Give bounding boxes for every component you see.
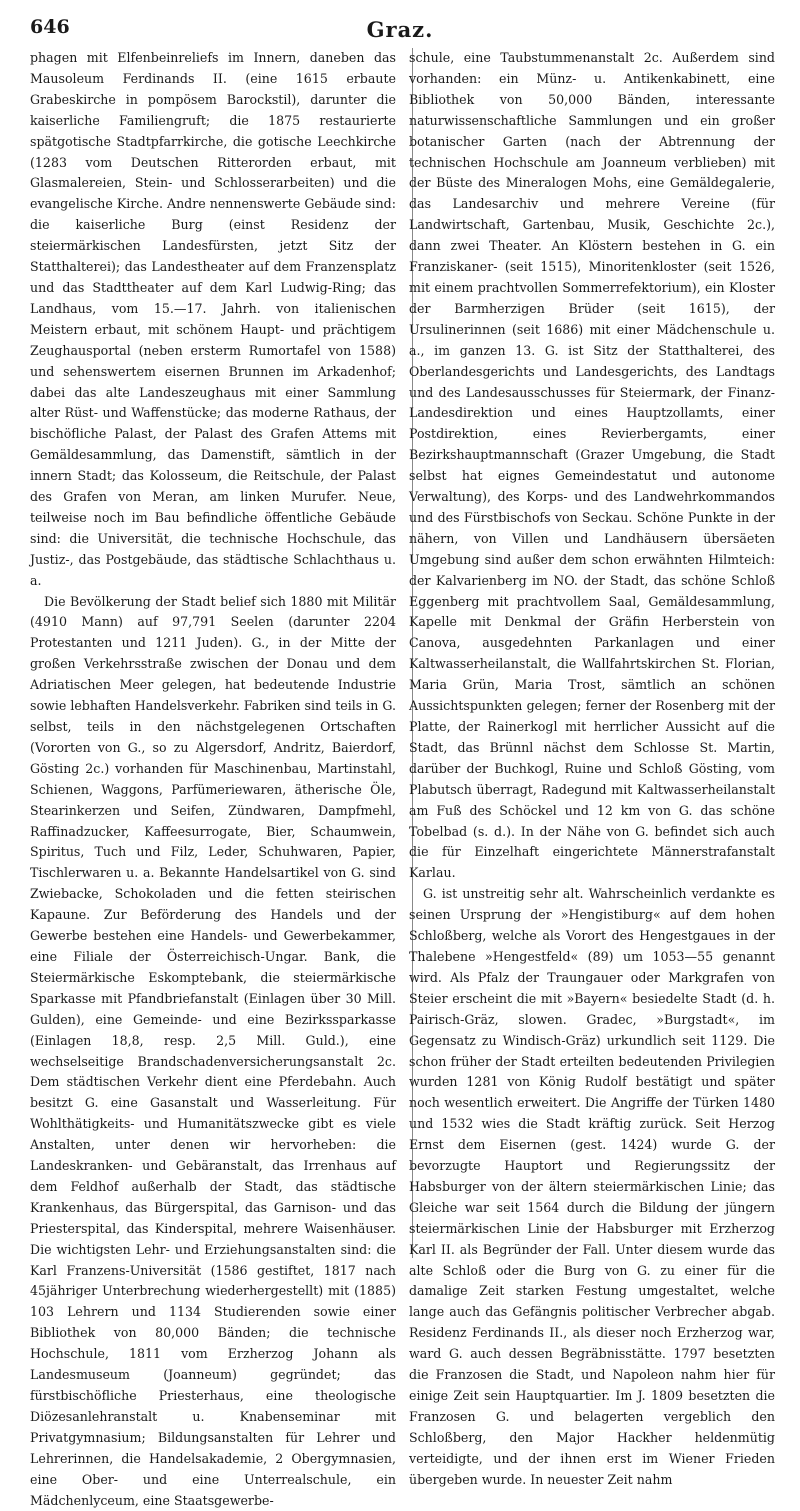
page-header	[30, 14, 770, 44]
left-column	[30, 48, 396, 1508]
paragraph: schule, eine Taubstummenanstalt 2c. Außerdem sind vorhanden: ein Münz- u. Antikenkabinett, eine Bibliothek von 50,000 Bänden, interessante naturwissenschaftliche Sammlungen und ein großer botanischer Garten (nach der Abtrennung der technischen Hochschule am Joanneum verblieben) mit der Büste des Mineralogen Mohs, eine Gemäldegalerie, das Landesarchiv und mehrere Vereine (für Landwirtschaft, Gartenbau, Musik, Geschichte 2c.), dann zwei Theater. An Klöstern bestehen in G. ein Franziskaner- (seit 1515), Minoritenkloster (seit 1526, mit einem prachtvollen Sommerrefektorium), ein Kloster der Barmherzigen Brüder (seit 1615), der Ursulinerinnen (seit 1686) mit einer Mädchenschule u. a., im ganzen 13. G. ist Sitz der Statthalterei, des Oberlandesgerichts und Landesgerichts, des Landtags und des Landesausschusses für Steiermark, der Finanz-Landesdirektion und eines Hauptzollamts, einer Postdirektion, eines Revierbergamts, einer Bezirkshauptmannschaft (Grazer Umgebung, die Stadt selbst hat eignes Gemeindestatut und autonome Verwaltung), des Korps- und des Landwehrkommandos und des Fürstbischofs von Seckau. Schöne Punkte in der nähern, von Villen und Landhäusern übersäeten Umgebung sind außer dem schon erwähnten Hilmteich: der Kalvarienberg im NO. der Stadt, das schöne Schloß Eggenberg mit prachtvollem Saal, Gemäldesammlung, Kapelle mit Denkmal der Gräfin Herberstein von Canova, ausgedehnten Parkanlagen und einer Kaltwasserheilanstalt, die Wallfahrtskirchen St. Florian, Maria Grün, Maria Trost, sämtlich an schönen Aussichtspunkten gelegen; ferner der Rosenberg mit der Platte, der Rainerkogl mit herrlicher Aussicht auf die Stadt, das Brünnl nächst dem Schlosse St. Martin, darüber der Buchkogl, Ruine und Schloß Gösting, vom Plabutsch überragt, Radegund mit Kaltwasserheilanstalt am Fuß des Schöckel und 12 km von G. das schöne Tobelbad (s. d.). In der Nähe von G. befindet sich auch die für Einzelhaft eingerichtete Männerstrafanstalt Karlau.	[409, 50, 775, 881]
page-number: 646	[30, 16, 70, 38]
running-head: Graz.	[366, 16, 434, 42]
right-column	[409, 48, 775, 1487]
paragraph: Die Bevölkerung der Stadt belief sich 1880 mit Militär (4910 Mann) auf 97,791 Seelen (darunter 2204 Protestanten und 1211 Juden). G., in der Mitte der großen Verkehrsstraße zwischen der Donau und dem Adriatischen Meer gelegen, hat bedeutende Industrie sowie lebhaften Handelsverkehr. Fabriken sind teils in G. selbst, teils in den nächstgelegenen Ortschaften (Vororten von G., so zu Algersdorf, Andritz, Baierdorf, Gösting 2c.) vorhanden für Maschinenbau, Martinstahl, Schienen, Waggons, Parfümeriewaren, ätherische Öle, Stearinkerzen und Seifen, Zündwaren, Dampfmehl, Raffinadzucker, Kaffeesurrogate, Bier, Schaumwein, Spiritus, Tuch und Filz, Leder, Schuhwaren, Papier, Tischlerwaren u. a. Bekannte Handelsartikel von G. sind Zwiebacke, Schokoladen und die fetten steirischen Kapaune. Zur Beförderung des Handels und der Gewerbe bestehen eine Handels- und Gewerbekammer, eine Filiale der Österreichisch-Ungar. Bank, die Steiermärkische Eskomptebank, die steiermärkische Sparkasse mit Pfandbriefanstalt (Einlagen über 30 Mill. Gulden), eine Gemeinde- und eine Bezirkssparkasse (Einlagen 18,8, resp. 2,5 Mill. Guld.), eine wechselseitige Brandschadenversicherungsanstalt 2c. Dem städtischen Verkehr dient eine Pferdebahn. Auch besitzt G. eine Gasanstalt und Wasserleitung. Für Wohlthätigkeits- und Humanitätszwecke gibt es viele Anstalten, unter denen wir hervorheben: die Landeskranken- und Gebäranstalt, das Irrenhaus auf dem Feldhof außerhalb der Stadt, das städtische Krankenhaus, das Bürgerspital, das Garnison- und das Priesterspital, das Kinderspital, mehrere Waisenhäuser. Die wichtigsten Lehr- und Erziehungsanstalten sind: die Karl Franzens-Universität (1586 gestiftet, 1817 nach 45jähriger Unterbrechung wiederhergestellt) mit (1885) 103 Lehrern und 1134 Studierenden sowie einer Bibliothek von 80,000 Bänden; die technische Hochschule, 1811 vom Erzherzog Johann als Landesmuseum (Joanneum) gegründet; das fürstbischöfliche Priesterhaus, eine theologische Diözesanlehranstalt u. Knabenseminar mit Privatgymnasium; Bildungsanstalten für Lehrer und Lehrerinnen, die Handelsakademie, 2 Obergymnasien, eine Ober- und eine Unterrealschule, ein Mädchenlyceum, eine Staatsgewerbe-	[30, 593, 396, 1508]
paragraph: G. ist unstreitig sehr alt. Wahrscheinlich verdankte es seinen Ursprung der »Hengistiburg« auf dem hohen Schloßberg, welche als Vorort des Hengestgaues in der Thalebene »Hengestfeld« (89) um 1053—55 genannt wird. Als Pfalz der Traungauer oder Markgrafen von Steier erscheint die mit »Bayern« besiedelte Stadt (d. h. Pairisch-Gräz, slowen. Gradec, »Burgstadt«, im Gegensatz zu Windisch-Gräz) urkundlich seit 1129. Die schon früher der Stadt erteilten bedeutenden Privilegien wurden 1281 von König Rudolf bestätigt und später noch wesentlich erweitert. Die Angriffe der Türken 1480 und 1532 wies die Stadt kräftig zurück. Seit Herzog Ernst dem Eisernen (gest. 1424) wurde G. der bevorzugte Hauptort und Regierungssitz der Habsburger von der ältern steiermärkischen Linie; das Gleiche war seit 1564 durch die Bildung der jüngern steiermärkischen Linie der Habsburger mit Erzherzog Karl II. als Begründer der Fall. Unter diesem wurde das alte Schloß oder die Burg von G. zu einer für die damalige Zeit starken Festung umgestaltet, welche lange auch das Gefängnis politischer Verbrecher abgab. Residenz Ferdinands II., als dieser noch Erzherzog war, ward G. auch dessen Begräbnisstätte. 1797 besetzten die Franzosen die Stadt, und Napoleon nahm hier für einige Zeit sein Hauptquartier. Im J. 1809 besetzten die Franzosen G. und belagerten vergeblich den Schloßberg, den Major Hackher heldenmütig verteidigte, und der ihnen erst im Wiener Frieden übergeben wurde. In neuester Zeit nahm	[409, 886, 775, 1487]
paragraph: phagen mit Elfenbeinreliefs im Innern, daneben das Mausoleum Ferdinands II. (eine 1615 erbaute Grabeskirche in pompösem Barockstil), darunter die kaiserliche Familiengruft; die 1875 restaurierte spätgotische Stadtpfarrkirche, die gotische Leechkirche (1283 vom Deutschen Ritterorden erbaut, mit Glasmalereien, Stein- und Schlosserarbeiten) und die evangelische Kirche. Andre nennenswerte Gebäude sind: die kaiserliche Burg (einst Residenz der steiermärkischen Landesfürsten, jetzt Sitz der Statthalterei); das Landestheater auf dem Franzensplatz und das Stadttheater auf dem Karl Ludwig-Ring; das Landhaus, vom 15.—17. Jahrh. von italienischen Meistern erbaut, mit schönem Haupt- und prächtigem Zeughausportal (neben ersterm Rumortafel von 1588) und sehenswertem eisernen Brunnen im Arkadenhof; dabei das alte Landeszeughaus mit einer Sammlung alter Rüst- und Waffenstücke; das moderne Rathaus, der bischöfliche Palast, der Palast des Grafen Attems mit Gemäldesammlung, das Damenstift, sämtlich in der innern Stadt; das Kolosseum, die Reitschule, der Palast des Grafen von Meran, am linken Murufer. Neue, teilweise noch im Bau befindliche öffentliche Gebäude sind: die Universität, die technische Hochschule, das Justiz-, das Postgebäude, das städtische Schlachthaus u. a.	[30, 50, 396, 588]
text-columns	[30, 48, 775, 1508]
